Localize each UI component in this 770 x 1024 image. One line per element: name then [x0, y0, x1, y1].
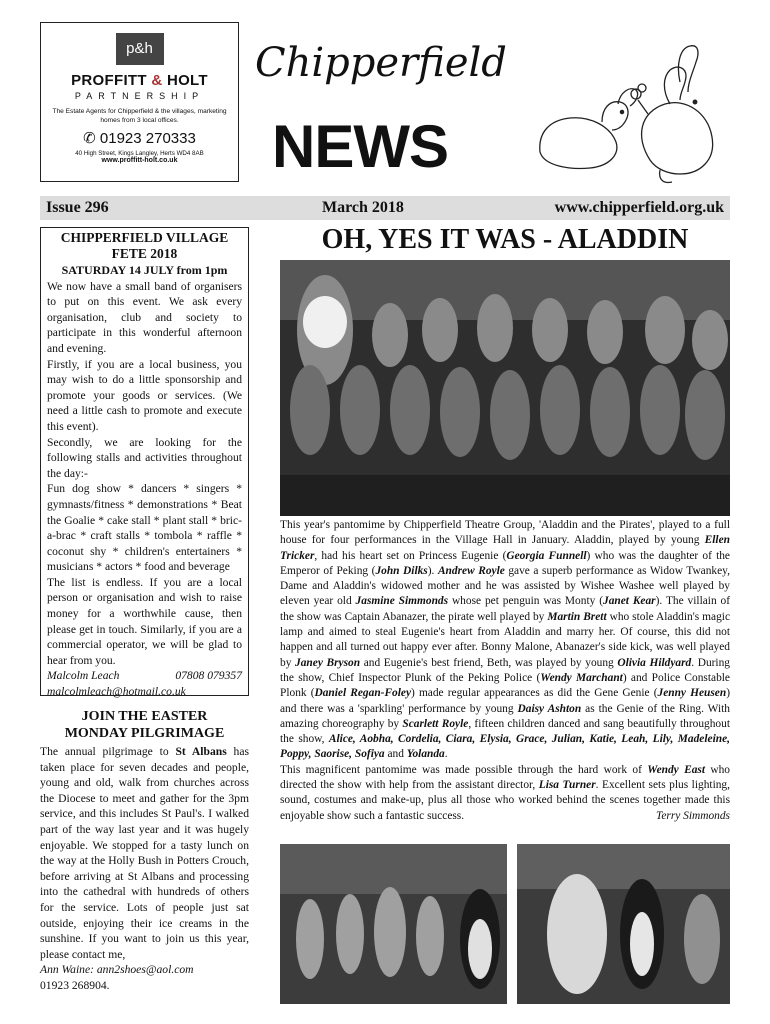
stage-photo-right [517, 844, 730, 1004]
issue-date: March 2018 [322, 199, 404, 216]
easter-contact[interactable]: Ann Waine: ann2shoes@aol.com [40, 963, 194, 977]
article-author: Terry Simmonds [656, 809, 730, 822]
fete-title: CHIPPERFIELD VILLAGE FETE 2018 [60, 230, 229, 261]
issue-bar [40, 196, 730, 220]
issue-number: Issue 296 [46, 199, 109, 216]
advert-phone: ✆ 01923 270333 [83, 130, 196, 147]
fete-contact: Malcolm Leach 07808 079357 [47, 669, 242, 683]
advert-address: 40 High Street, Kings Langley, Herts WD4 8AB [75, 150, 204, 157]
easter-article [40, 708, 249, 994]
easter-title: JOIN THE EASTER MONDAY PILGRIMAGE [64, 709, 225, 741]
fete-date: SATURDAY 14 JULY from 1pm [61, 263, 228, 277]
easter-phone: 01923 268904. [40, 978, 110, 992]
masthead-script: Chipperfield [255, 40, 507, 86]
fete-article [40, 227, 249, 699]
firm-partnership: PARTNERSHIP [74, 91, 205, 101]
fete-email[interactable]: malcolmleach@hotmail.co.uk [47, 685, 186, 699]
fete-body: We now have a small band of organisers to put on this event. We ask every organisation, club and society to participate in this wonderful afternoon and evening. Firstly, if you are a local business, you may wish to do a little sponsorship and promote your goods or services. (We need a little cash to promote and execute this event). Secondly, we are looking for the following stalls and activities throughout the day:- Fun dog show * dancers * singers * gymnasts/fitness * demonstrations * Beat the Goalie * cake stall * plant stall * bric-a-brac * craft stalls * tombola * raffle * coconut shy * children's entertainers * musicians * actors * food and beverage The list is endless. If you are a local person or organisation and wish to raise money for a worthwhile cause, then please get in touch. Similarly, if you are a commercial operator, we will be glad to hear from you. Malcolm Leach 07808 079357 malcolmleach@hotmail.co.uk [47, 279, 242, 699]
website-link[interactable]: www.chipperfield.org.uk [554, 199, 724, 216]
pantomime-article [280, 518, 730, 824]
easter-body: The annual pilgrimage to St Albans has taken place for seven decades and people, young and old, walk from churches across the Diocese to meet and gather for the 3pm service, and this includes St Paul's. I walked part of the way last year and it was hugely enjoyable. We stopped for a tasty lunch on the way at the Holly Bush in Potters Crouch, before arriving at St Albans and processing into the cathedral with hundreds of others for the service. Lots of people just sat outside, enjoying their ice creams in the sunshine. If you want to join us this year, please contact me, Ann Waine: ann2shoes@aol.com 01923 268904. [40, 745, 250, 992]
rabbits-illustration [530, 42, 735, 192]
ph-logo: p&h [116, 33, 164, 65]
firm-name: PROFFITT & HOLT [71, 72, 208, 89]
estate-agent-advert [40, 22, 239, 182]
advert-tagline: The Estate Agents for Chipperfield & the villages, marketing homes from 3 local offices. [52, 108, 227, 124]
advert-website[interactable]: www.proffitt-holt.co.uk [101, 157, 178, 164]
pantomime-body: This year's pantomime by Chipperfield Theatre Group, 'Aladdin and the Pirates', played to a full house for four performances in the Village Hall in January. Aladdin, played by young Ellen Tricker, had his heart set on Princess Eugenie (Georgia Funnell) who was the daughter of the Emperor of Peking (John Dilks). Andrew Royle gave a superb performance as Widow Twankey, Dame and Aladdin's widowed mother and he was assisted by Wishee Washee well played by eleven year old Jasmine Simmonds whose pet penguin was Monty (Janet Kear). The villain of the show was Captain Abanazer, the pirate well played by Martin Brett who stole Aladdin's magic lamp and aimed to steal Eugenie's heart from Aladdin and marry her. Of course, this did not happen and all turned out happy ever after. Bonny Malone, Abanazer's side kick, was well played by Janey Bryson and Eugenie's best friend, Beth, was played by young Olivia Hildyard. During the show, Chief Inspector Plunk of the Peking Police (Wendy Marchant) and Police Constable Plonk (Daniel Regan-Foley) made regular appearances as did the Gene Genie (Jenny Heusen) and there was a 'sparkling' performance by young Daisy Ashton as the Genie of the Ring. With amazing choreography by Scarlett Royle, fifteen children danced and sang beautifully throughout the show, Alice, Aobha, Cordelia, Ciara, Elysia, Grace, Julian, Katie, Leah, Lily, Madeleine, Poppy, Saorise, Sofiya and Yolanda. This magnificent pantomime was made possible through the hard work of Wendy East who directed the show with help from the assistant director, Lisa Turner. Excellent sets plus lighting, sound, costumes and make-up, plus all those who worked behind the scenes together made this enjoyable show such a fantastic success. Terry Simmonds [280, 518, 730, 824]
stage-photo-left [280, 844, 507, 1004]
phone-icon: ✆ [83, 130, 96, 147]
masthead-news: NEWS [272, 113, 448, 180]
cast-photo [280, 260, 730, 516]
article-headline: OH, YES IT WAS - ALADDIN [321, 224, 689, 255]
